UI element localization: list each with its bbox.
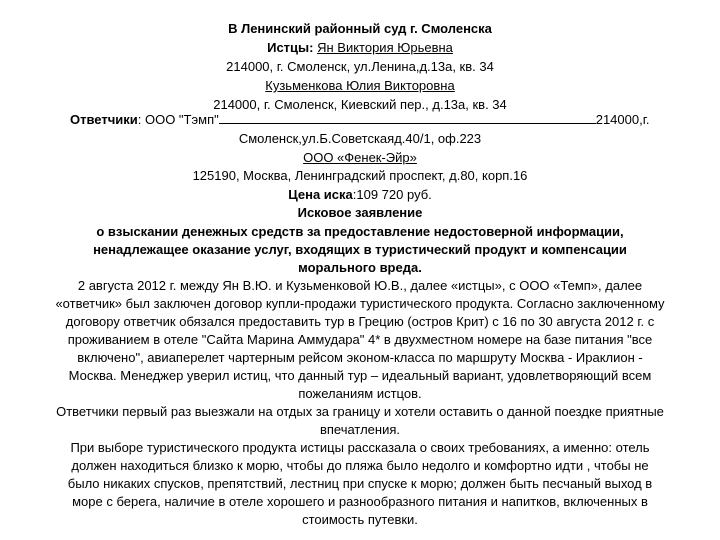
claim-price-value: :109 720 руб. — [352, 187, 432, 202]
document-subtitle-1: о взыскании денежных средств за предоставление недостоверной информации, — [96, 224, 624, 239]
body-line: впечатления. — [319, 422, 401, 437]
plaintiff2-address: 214000, г. Смоленск, Киевский пер., д.13а, кв. 34 — [213, 97, 507, 112]
body-line: было никаких спусков, препятствий, лестниц при спуске к морю; должен быть песчаный выход в — [67, 476, 653, 491]
plaintiff1-name: Ян Виктория Юрьевна — [317, 40, 453, 55]
plaintiffs-label: Истцы: — [267, 40, 314, 55]
body-line: проживанием в отеле "Сайта Марина Аммудара" 4* в двухместном номере на базе питания "все — [67, 332, 653, 347]
body-line: должен находиться близко к морю, чтобы до пляжа было недолго и комфортно идти , чтобы не — [71, 458, 649, 473]
respondent1-zip: 214000,г. — [595, 112, 650, 127]
plaintiff1-address: 214000, г. Смоленск, ул.Ленина,д.13а, кв. 34 — [226, 59, 494, 74]
respondent2-address: 125190, Москва, Ленинградский проспект, д.80, корп.16 — [192, 168, 528, 183]
body-line: включено", авиаперелет чартерным рейсом эконом-класса по маршруту Москва - Ираклион - — [77, 350, 643, 365]
respondents-label: Ответчики — [70, 112, 138, 127]
respondent2-name: ООО «Фенек-Эйр» — [303, 150, 417, 165]
body-line: «ответчик» был заключен договор купли-продажи туристического продукта. Согласно заключенному — [55, 296, 665, 311]
respondent1-name: : ООО "Тэмп" — [137, 112, 219, 127]
claim-price-label: Цена иска — [288, 187, 353, 202]
body-line: пожеланиям истцов. — [298, 386, 422, 401]
plaintiffs-line — [0, 39, 720, 57]
court-line: В Ленинский районный суд г. Смоленска — [228, 21, 492, 36]
body-line: договору ответчик обязался предоставить тур в Грецию (остров Крит) с 16 по 30 августа 2012 г. с — [65, 314, 655, 329]
document-title: Исковое заявление — [297, 205, 423, 220]
body-line: стоимость путевки. — [302, 512, 418, 527]
plaintiff2-name: Кузьменкова Юлия Викторовна — [265, 78, 455, 93]
document-subtitle-3: морального вреда. — [298, 260, 422, 275]
body-line: море с берега, наличие в отеле хорошего и разнообразного питания и напитков, включенных в — [72, 494, 648, 509]
body-line: Москва. Менеджер уверил истиц, что данный тур – идеальный вариант, удовлетворяющий всем — [68, 368, 652, 383]
body-line: Ответчики первый раз выезжали на отдых за границу и хотели оставить о данной поездке приятные — [56, 404, 664, 419]
body-line: При выборе туристического продукта истицы рассказала о своих требованиях, а именно: отель — [70, 440, 650, 455]
respondents-line — [70, 111, 650, 129]
respondent1-address: Смоленск,ул.Б.Советскаяд.40/1, оф.223 — [238, 131, 482, 146]
claim-price-line — [0, 186, 720, 204]
respondent-underline — [219, 111, 596, 124]
body-line: 2 августа 2012 г. между Ян В.Ю. и Кузьменковой Ю.В., далее «истцы», с ООО «Темп», далее — [77, 278, 643, 293]
document-subtitle-2: ненадлежащее оказание услуг, входящих в туристический продукт и компенсации — [93, 242, 627, 257]
